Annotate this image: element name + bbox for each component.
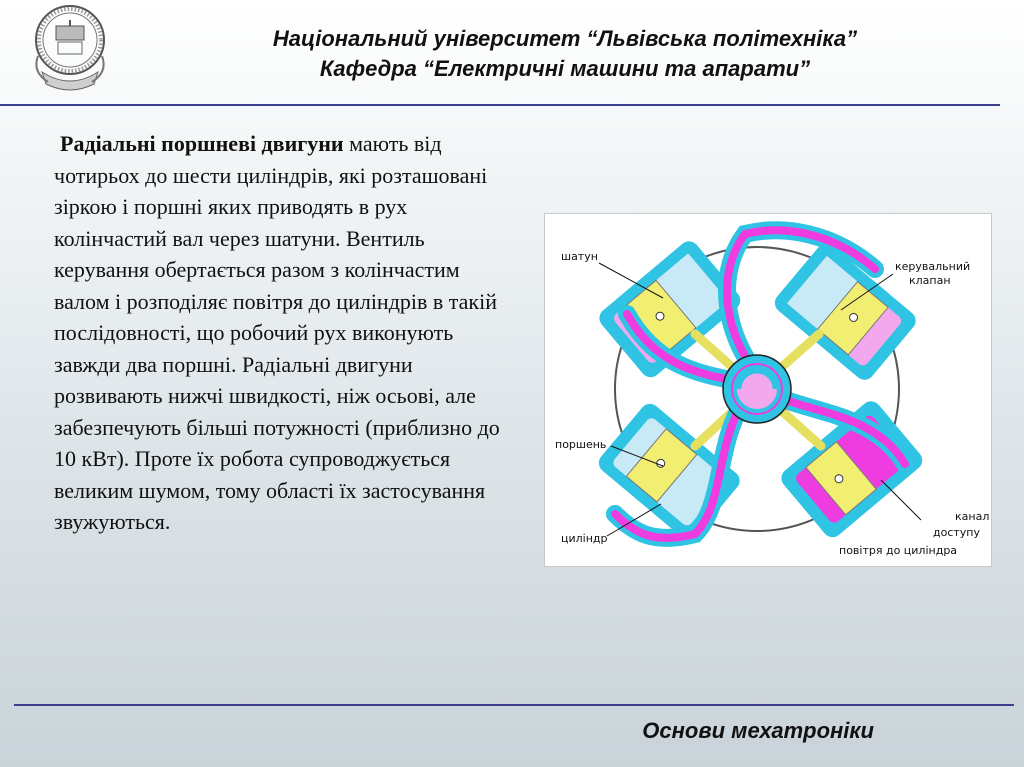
header-divider bbox=[0, 104, 1000, 106]
course-title: Основи мехатроніки bbox=[642, 718, 874, 743]
label-shatun: шатун bbox=[561, 250, 598, 263]
label-cylinder: циліндр bbox=[561, 532, 608, 545]
label-channel-3: повітря до циліндра bbox=[839, 544, 958, 557]
label-valve-2: клапан bbox=[909, 274, 951, 287]
body-lead: Радіальні поршневі двигуни bbox=[60, 131, 344, 156]
university-seal-icon bbox=[28, 2, 112, 94]
body-text: мають від чотирьох до шести циліндрів, які розташовані зіркою і поршні яких приводять в рух колінчастий вал через шатуни. Вентиль керування обертається разом з колінчастим валом і розподіляє повітря до циліндрів в такій послідовності, що робочий рух виконують завжди два поршні. Радіальні двигуни розвивають нижчі швидкості, ніж осьові, але забезпечують більші потужності (приблизно до 10 кВт). Проте їх робота супроводжується великим шумом, тому області їх застосування звужуються. bbox=[54, 131, 500, 534]
footer-divider bbox=[14, 704, 1014, 706]
university-title: Національний університет “Львівська політехніка” bbox=[272, 26, 858, 51]
label-piston: поршень bbox=[555, 438, 607, 451]
label-valve-1: керувальний bbox=[895, 260, 971, 273]
label-channel-1: канал bbox=[955, 510, 990, 523]
radial-engine-diagram bbox=[544, 213, 992, 567]
department-title: Кафедра “Електричні машини та апарати” bbox=[319, 56, 811, 81]
body-paragraph bbox=[54, 128, 510, 538]
label-channel-2: доступу bbox=[933, 526, 981, 539]
control-valve bbox=[723, 355, 791, 423]
